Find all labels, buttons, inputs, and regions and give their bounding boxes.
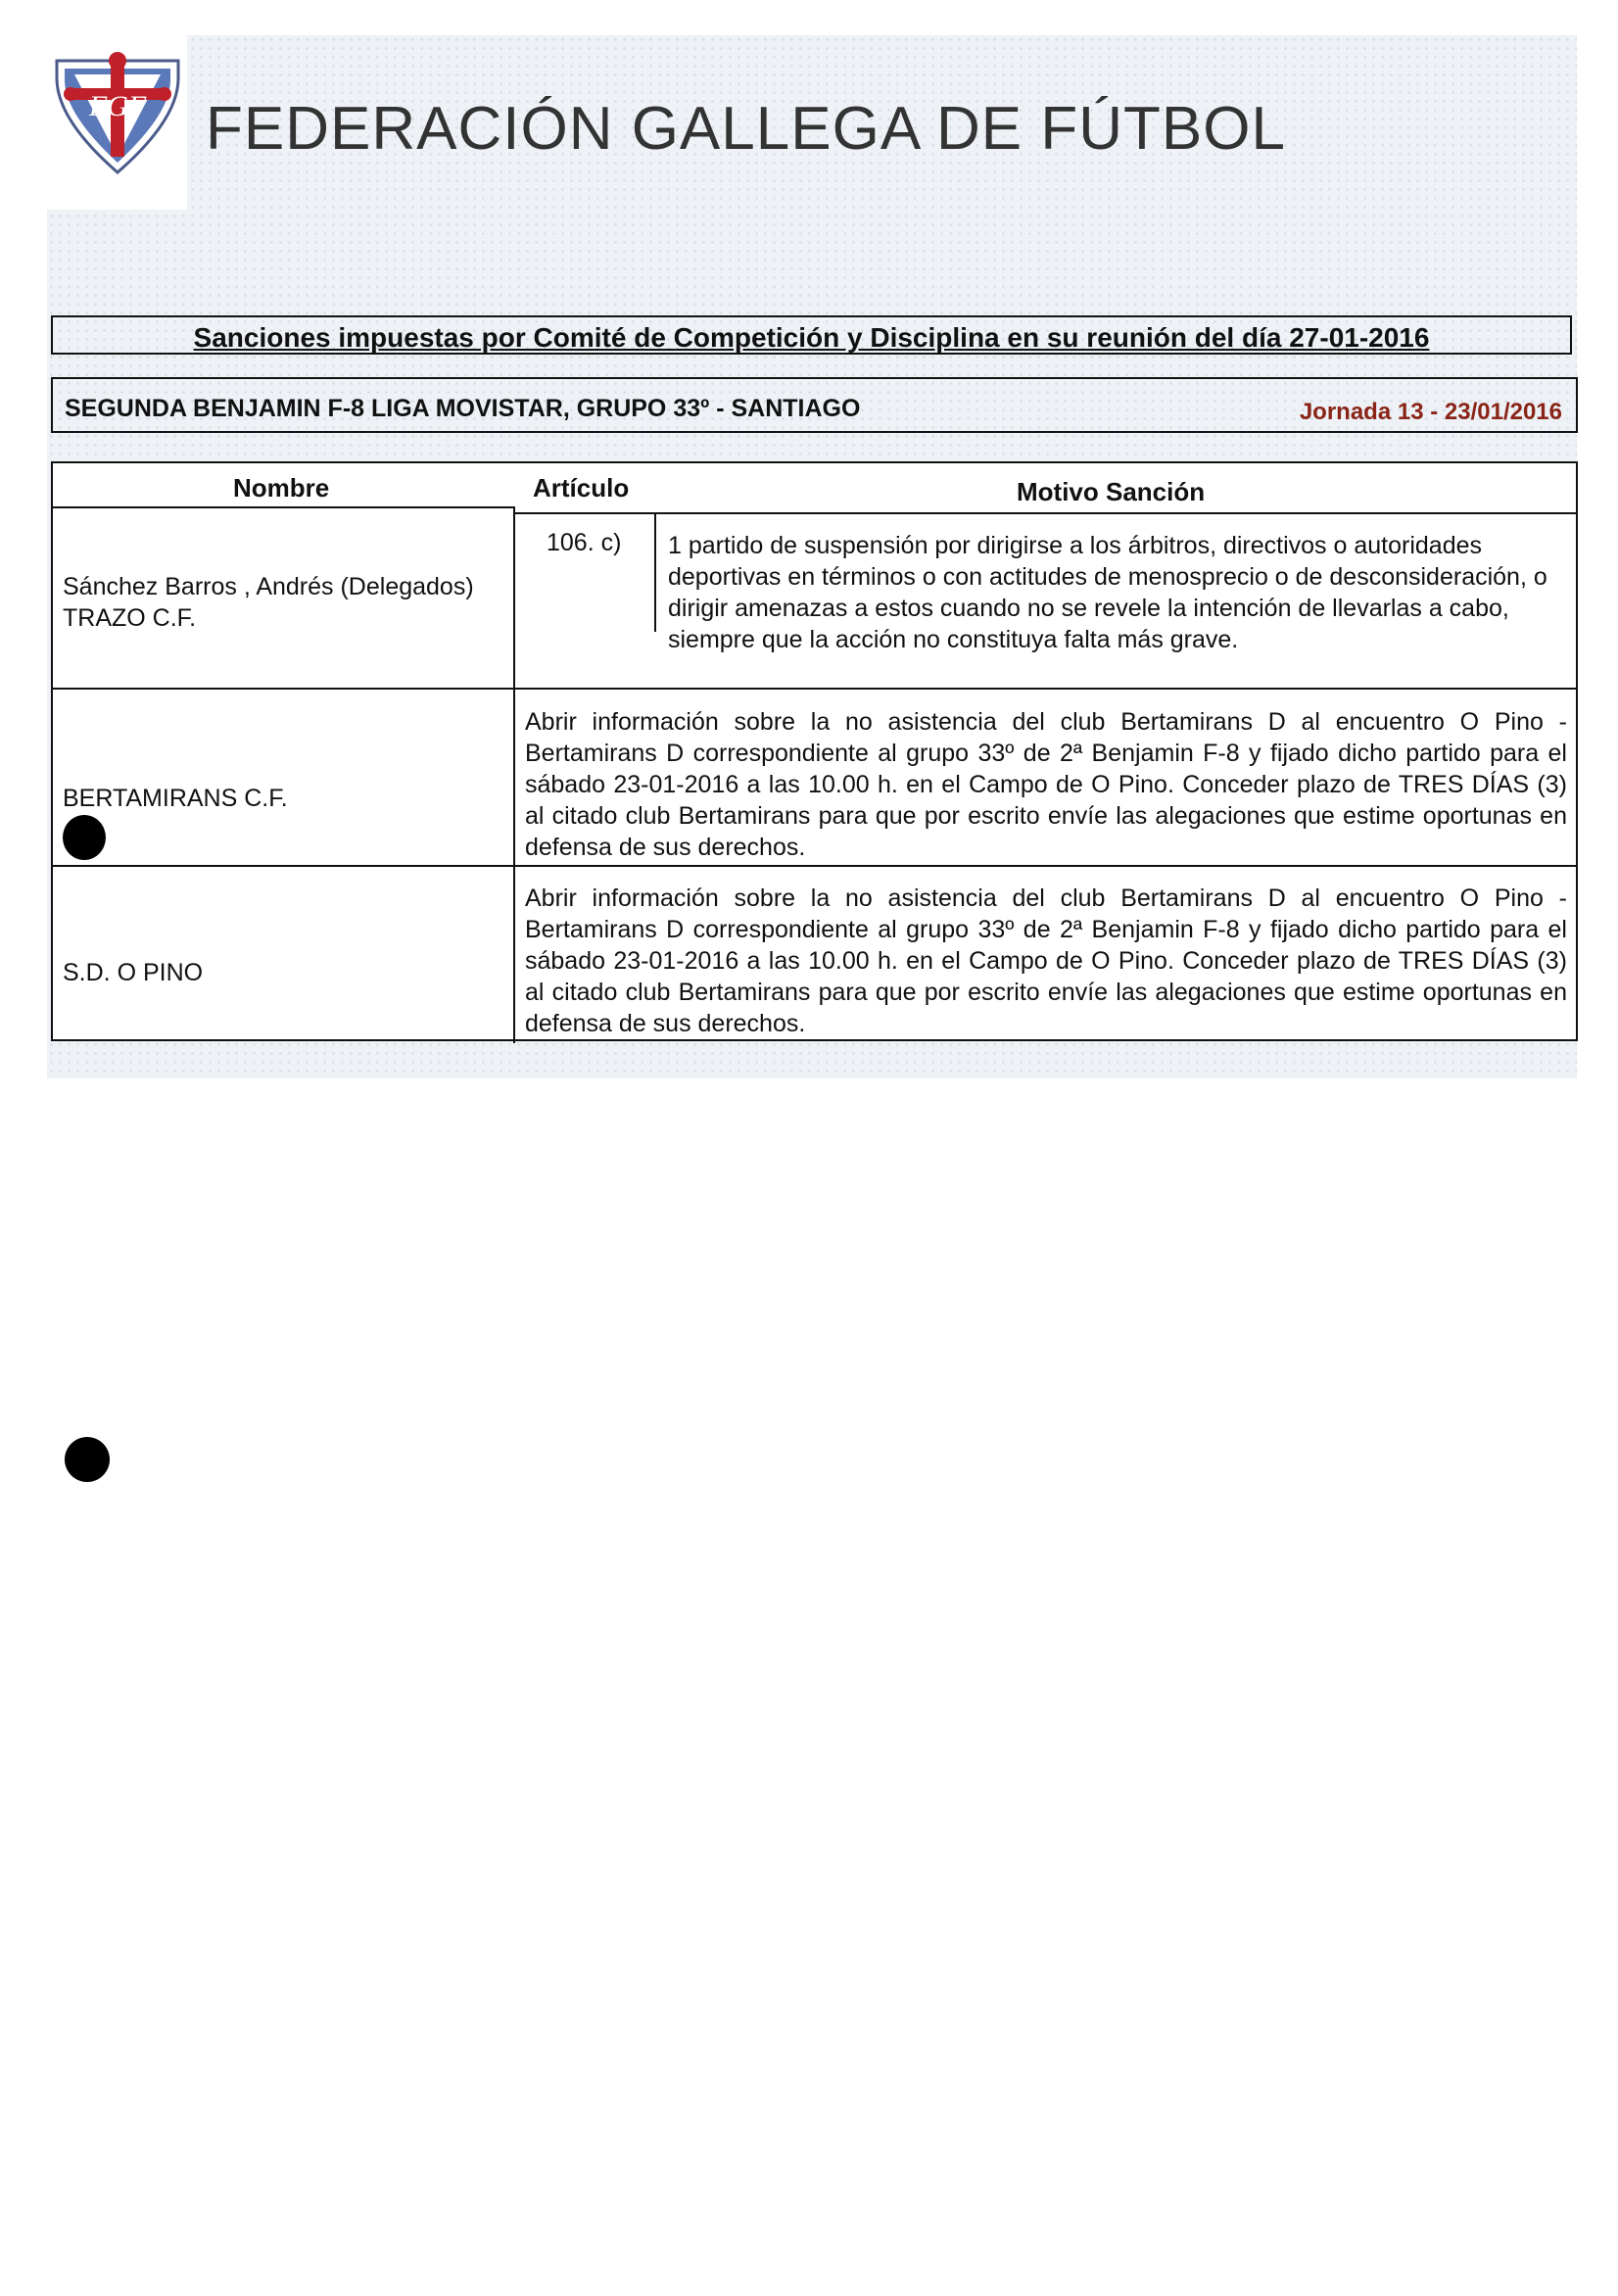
column-divider-articulo xyxy=(654,512,656,632)
organization-title: FEDERACIÓN GALLEGA DE FÚTBOL xyxy=(206,95,1286,163)
punch-hole-mark xyxy=(63,815,106,860)
row2-reason: Abrir información sobre la no asistencia del club Bertamirans D al encuentro O Pino - Bertamirans D correspondiente al grupo 33º de 2ª Benjamin F-8 y fijado dicho partido para el sábado 23-01-2016 a las 10.00 h. en el Campo de O Pino. Conceder plazo de TRES DÍAS (3) al citado club Bertamirans para que por escrito envíe las alegaciones que estime oportunas en defensa de sus derechos. xyxy=(525,708,1567,861)
column-header-nombre: Nombre xyxy=(233,473,330,502)
row-divider-1 xyxy=(53,688,1578,690)
header-divider-right xyxy=(513,512,1578,514)
row1-reason: 1 partido de suspensión por dirigirse a los árbitros, directivos o autoridades deportivas en términos o con actitudes de menosprecio o de desconsideración, o dirigir amenazas a estos cuando no se revele la intención de llevarlas a cabo, siempre que la acción no constituya falta más grave. xyxy=(668,532,1547,653)
row1-club: TRAZO C.F. xyxy=(63,604,197,632)
column-divider-nombre xyxy=(513,506,515,1043)
column-header-motivo: Motivo Sanción xyxy=(1017,477,1206,506)
fgf-logo-icon xyxy=(49,51,186,178)
competition-group-header xyxy=(51,377,1578,433)
row3-name: S.D. O PINO xyxy=(63,959,204,986)
punch-hole-mark xyxy=(65,1437,110,1482)
sanctions-table xyxy=(51,461,1578,1041)
column-header-articulo: Artículo xyxy=(533,473,630,502)
svg-text:FGF: FGF xyxy=(88,90,147,122)
jornada-date: Jornada 13 - 23/01/2016 xyxy=(1299,399,1562,425)
header-divider-left xyxy=(53,506,513,508)
subtitle-text: Sanciones impuestas por Comité de Competición y Disciplina en su reunión del día 27-01-2016 xyxy=(193,322,1430,353)
row1-article: 106. c) xyxy=(547,529,622,556)
session-subtitle xyxy=(51,315,1572,355)
row3-reason: Abrir información sobre la no asistencia del club Bertamirans D al encuentro O Pino - Bertamirans D correspondiente al grupo 33º de 2ª Benjamin F-8 y fijado dicho partido para el sábado 23-01-2016 a las 10.00 h. en el Campo de O Pino. Conceder plazo de TRES DÍAS (3) al citado club Bertamirans para que por escrito envíe las alegaciones que estime oportunas en defensa de sus derechos. xyxy=(525,885,1567,1037)
row2-name: BERTAMIRANS C.F. xyxy=(63,785,288,812)
row1-name: Sánchez Barros , Andrés (Delegados) xyxy=(63,573,474,600)
group-name: SEGUNDA BENJAMIN F-8 LIGA MOVISTAR, GRUPO 33º - SANTIAGO xyxy=(65,395,861,422)
row-divider-2 xyxy=(53,865,1578,867)
